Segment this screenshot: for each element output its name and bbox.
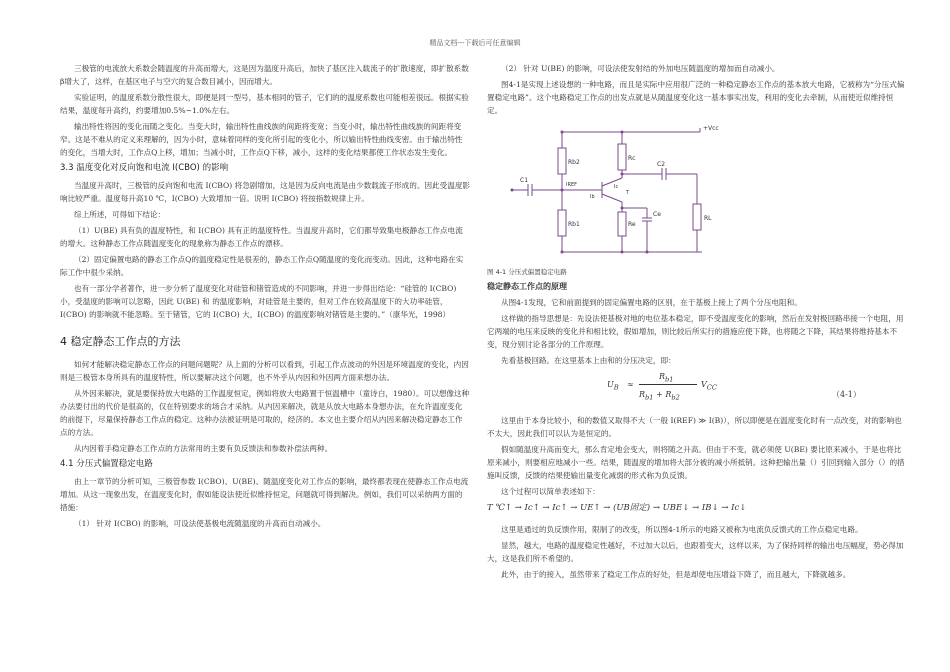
paragraph: 图4-1是实现上述设想的一种电路，而且是实际中应用很广泛的一种稳定静态工作点的基本放大电路，它被称为“分压式偏置稳定电路”。这个电路稳定工作点的出发点就是从随温度变化这一基本事实出发，利用的变化去牵制，从而使近似维持恒定。 [487, 80, 905, 115]
page-header: 精品文档---下载后可任意编辑 [429, 39, 521, 47]
paragraph: 实验证明，的温度系数分散性很大，即便是同一型号，基本相同的管子，它们的的温度系数也可能相差很远。根据实验结果，温度每升高约，约要增加0.5%~1.0%左右。 [60, 93, 469, 115]
paragraph: 这个过程可以简单表述如下： [501, 487, 600, 496]
equation-4-1 [487, 370, 907, 410]
circuit-label-rb1: Rb1 [568, 221, 580, 228]
circuit-label-rl: RL [704, 215, 712, 222]
fraction-bar [639, 384, 697, 385]
eq-den2: R [665, 390, 672, 399]
circuit-label-ce: Ce [653, 211, 661, 218]
paragraph: 由上一章节的分析可知，三极管参数 I(CBO)、U(BE)、随温度变化对工作点的影响，最终都表现在使静态工作点电流增加。从这一现象出发，在温度变化时，假如能设法使近似维持恒定，问题就可得到解决。例如，我们可以采纳两方面的措施： [60, 477, 469, 512]
feedback-chain: T ℃↑ → Ic↑ → Ic↑ → UE↑ → (UB固定) → UBE↓ → IB↓ → Ic↓ [487, 503, 747, 513]
eq-den1-sub: b1 [645, 393, 654, 402]
eq-v-sub: CC [706, 383, 717, 392]
paragraph: 这样做的指导思想是：先设法使基极对地的电位基本稳定，即不受温度变化的影响，然后在发射极回路串接一个电阻，用它两端的电压来反映的变化并和相比较，假如增加，则比较后所实行的措施应使下降，也将随之下降，其结果将维持基本不变，现分别讨论各部分的工作原理。 [487, 314, 904, 349]
paragraph: 这里由于本身比较小，和的数值又取得不大（一般 I(REF) ≫ I(B)），所以即便是在温度变化时有一点改变，对的影响也不太大，因此我们可以认为是恒定的。 [487, 416, 902, 438]
eq-plus: + [656, 390, 663, 399]
circuit-label-t: T [626, 190, 630, 196]
paragraph: 当温度升高时，三极管的反向饱和电流 I(CBO) 将急剧增加，这是因为反向电流是由少数载流子形成的。因此受温度影响比较严重。温度每升高10 ℃，I(CBO) 大致增加一倍。说明 I(CBO) 将按指数规律上升。 [60, 181, 471, 203]
equation-number: （4-1） [832, 390, 861, 399]
circuit-label-ib: Ib [590, 194, 595, 200]
circuit-label-iref: IREF [566, 182, 577, 188]
paragraph: 如何才能解决稳定静态工作点的问题问题呢？从上面的分析可以看到，引起工作点波动的外因是环境温度的变化，内因则是三极管本身所具有的温度特性，所以要解决这个问题，也不外乎从内因和外因两方面来想办法。 [60, 360, 469, 382]
paragraph: （1） 针对 I(CBO) 的影响，可设法使基极电流随温度的升高而自动减小。 [74, 519, 326, 528]
section-heading-3-3: 3.3 温度变化对反向饱和电流 I(CBO) 的影响 [60, 163, 229, 173]
circuit-label-c1: C1 [520, 177, 529, 184]
circuit-label-re: Re [628, 221, 636, 228]
eq-num: R [659, 372, 666, 381]
circuit-label-rc: Rc [628, 155, 636, 162]
subsection-heading: 稳定静态工作点的原理 [487, 282, 567, 291]
paragraph: 也有一部分学者著作，进一步分析了温度变化对硅管和锗管造成的不同影响，并进一步得出结论：“硅管的 I(CBO) 小，受温度的影响可以忽略，因此 U(BE) 和 的温度影响，对硅管是主要的，但对工作在较高温度下的大功率硅管，I(CBO) 的影响就不能忽略。至于锗管，它的 I(CBO) 大，I(CBO) 的温度影响对锗管是主要的。”（康华光，1998） [60, 284, 457, 319]
paragraph: 从图4-1发现，它和前面提到的固定偏置电路的区别，在于基极上接上了两个分压电阻和。 [501, 298, 802, 307]
paragraph: （2） 针对 U(BE) 的影响，可设法使发射结的外加电压随温度的增加而自动减小。 [501, 64, 780, 73]
paragraph: 此外，由于的接入，虽然带来了稳定工作点的好处，但是却使电压增益下降了，而且越大，下降就越多。 [501, 570, 851, 579]
paragraph: 从外因来解决，就是要保持放大电路的工作温度恒定，例如将放大电路置于恒温槽中（童诗白，1980）。可以想像这种办法要付出的代价是很高的，仅在特别要求的场合才采纳。从内因来解决，就是从放大电路本身想办法，在允许温度变化的前提下，尽量保持静态工作点的稳定。这种办法被证明是可取的，经济的。本文也主要介绍从内因来解决稳定静态工作点的方法。 [60, 389, 470, 437]
section-heading-4: 4 稳定静态工作点的方法 [60, 335, 181, 348]
eq-den1: R [639, 390, 646, 399]
eq-approx: ≈ [627, 380, 634, 389]
paragraph: 显然，越大，电路的温度稳定性越好，不过加大以后，也跟着变大，这样以来，为了保持同样的输出电压幅度，势必得加大，这是我们所不希望的。 [487, 541, 904, 563]
circuit-label-ic: Ic [614, 184, 619, 190]
circuit-label-c2: C2 [657, 161, 666, 168]
figure-caption: 图 4-1 分压式偏置稳定电路 [487, 268, 567, 276]
eq-lhs: U [607, 380, 614, 389]
paragraph: 输出特性将因的变化而随之变化。当变大时，输出特性曲线族的间距将变宽；当变小时，输出特性曲线族的间距将变窄。这是不难从的定义来理解的，因为小时，意味着同样的变化所引起的变化小，所以输出特性曲线变密。由于输出特性的变化，当增大时，工作点Q上移，增加；当减小时，工作点Q下移，减小，这样的变化结果都使工作状态发生变化。 [60, 122, 463, 157]
paragraph: 先看基极回路。在这里基本上由和的分压决定，即： [501, 356, 676, 365]
right-column [487, 62, 907, 584]
left-column [60, 62, 470, 533]
eq-num-sub: b1 [665, 375, 674, 384]
paragraph: 假如随温度升高而变大，那么肯定地会变大，则将随之升高。但由于不变，就必须使 U(BE) 要比原来减小，于是也将比原来减小，则要相应地减小一些。结果，随温度的增加将大部分被的减小所抵销。这种把输出量（）引回到输入部分（）的措施叫反馈，反馈的结果使输出量变化减弱的形式称为负反馈。 [487, 445, 905, 480]
circuit-label-vcc: +Vcc [703, 125, 719, 132]
paragraph: 从内因着手稳定静态工作点的方法常用的主要有负反馈法和参数补偿法两种。 [74, 444, 333, 453]
eq-lhs-sub: B [613, 383, 619, 392]
paragraph: 三极管的电流放大系数会随温度的升高而增大，这是因为温度升高后，加快了基区注入载流子的扩散速度，即扩散系数β增大了，这样，在基区电子与空穴的复合数目减小，因而增大。 [60, 64, 469, 86]
paragraph: （2）固定偏置电路的静态工作点Q的温度稳定性是很差的，静态工作点Q随温度的变化而变动。因此，这种电路在实际工作中很少采纳。 [60, 255, 464, 277]
circuit-diagram [492, 120, 742, 260]
eq-v: V [701, 380, 707, 389]
circuit-label-rb2: Rb2 [568, 159, 580, 166]
paragraph: 这里是通过的负反馈作用，限制了的改变，所以图4-1所示的电路又被称为电流负反馈式的工作点稳定电路。 [501, 525, 863, 534]
paragraph: 综上所述，可得如下结论： [74, 210, 166, 219]
paragraph: （1）U(BE) 具有负的温度特性，和 I(CBO) 具有正的温度特性。当温度升高时，它们都导致集电极静态工作点电流的增大。这种静态工作点随温度变化的现象称为静态工作点的漂移。 [60, 226, 463, 248]
eq-den2-sub: b2 [671, 393, 680, 402]
section-heading-4-1: 4.1 分压式偏置稳定电路 [60, 459, 153, 469]
